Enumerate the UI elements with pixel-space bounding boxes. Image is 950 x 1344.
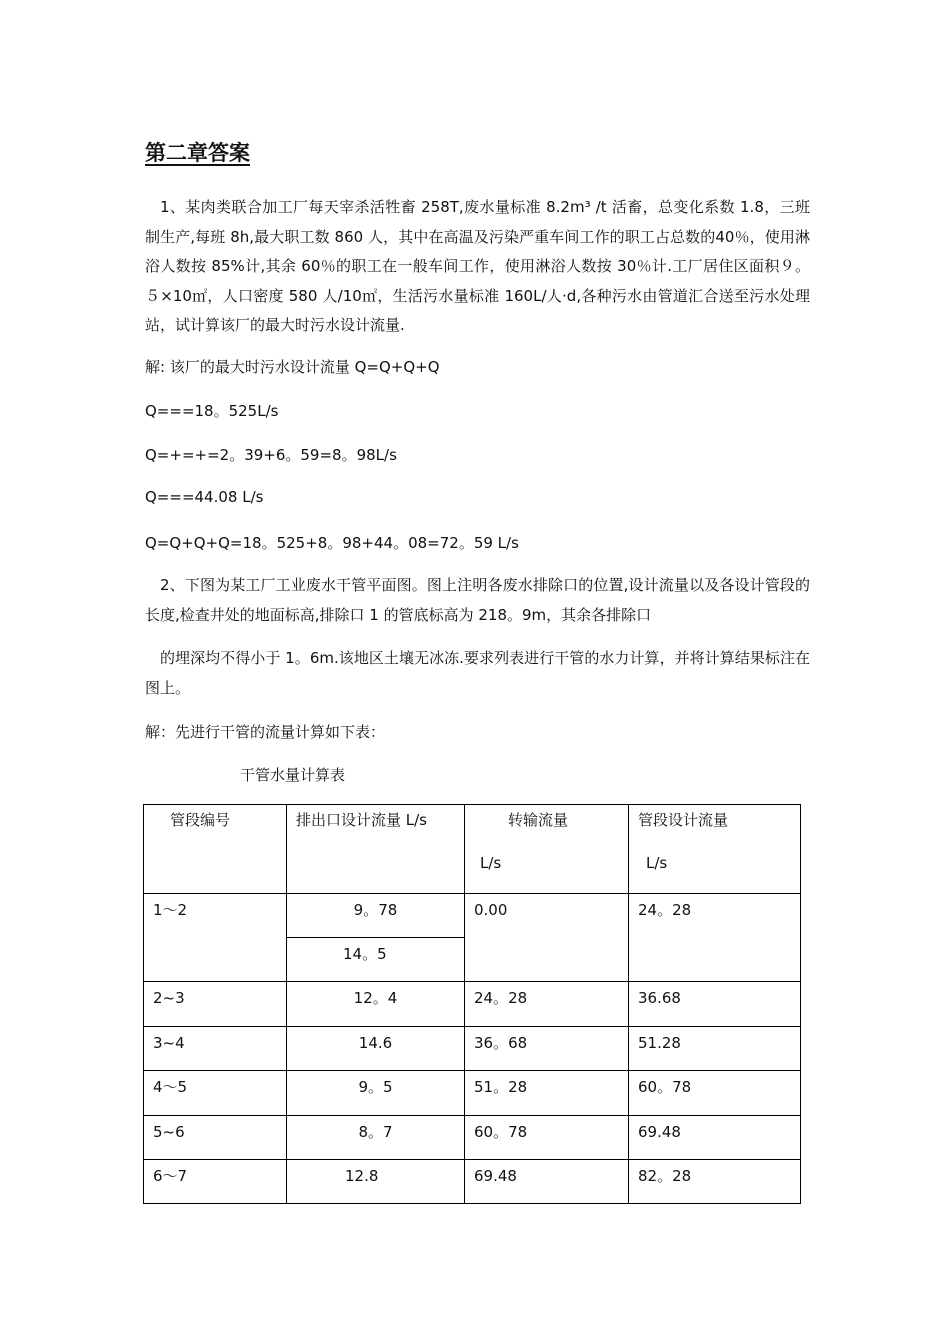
segment-cell: [144, 1160, 287, 1204]
design-value: 51.28: [638, 1034, 681, 1052]
question-2-text-part1: 2、下图为某工厂工业废水干管平面图。图上注明各废水排除口的位置,设计流量以及各设计管段的长度,检查井处的地面标高,排除口 1 的管底标高为 218。9m，其余各排除口: [145, 576, 810, 624]
header-transfer-label: 转输流量: [508, 811, 569, 829]
transfer-value: 0.00: [474, 901, 508, 919]
header-transfer-unit: L/s: [480, 854, 502, 872]
design-value: 69.48: [638, 1123, 681, 1141]
question-1-step-2: Q=+=+=2。39+6。59=8。98L/s: [145, 446, 397, 464]
outlet-cell: [287, 938, 465, 982]
segment-cell: [144, 982, 287, 1027]
design-cell: [629, 982, 801, 1027]
transfer-cell: [465, 894, 629, 982]
transfer-cell: [465, 1116, 629, 1160]
segment-value: 6～7: [153, 1167, 188, 1185]
segment-value: 1～2: [153, 901, 188, 919]
table-row: [144, 1160, 801, 1204]
transfer-cell: [465, 1071, 629, 1116]
design-value: 24。28: [638, 901, 692, 919]
outlet-cell: [287, 894, 465, 938]
table-row: [144, 1027, 801, 1071]
question-1-step-4: Q=Q+Q+Q=18。525+8。98+44。08=72。59 L/s: [145, 534, 519, 552]
question-1-answer-intro: 解: 该厂的最大时污水设计流量 Q=Q+Q+Q: [145, 358, 440, 376]
transfer-value: 24。28: [474, 989, 528, 1007]
segment-cell: [144, 1071, 287, 1116]
question-1-step-3: Q===44.08 L/s: [145, 488, 264, 506]
outlet-cell: [287, 1160, 465, 1204]
design-cell: [629, 894, 801, 982]
table-row: [144, 1116, 801, 1160]
segment-cell: [144, 1116, 287, 1160]
transfer-value: 36。68: [474, 1034, 528, 1052]
transfer-cell: [465, 982, 629, 1027]
flow-calculation-table: [143, 804, 801, 1204]
transfer-value: 60。78: [474, 1123, 528, 1141]
segment-value: 3~4: [153, 1034, 185, 1052]
header-cell-outlet-flow: [287, 805, 465, 894]
segment-value: 4～5: [153, 1078, 188, 1096]
outlet-value: 14.6: [358, 1034, 393, 1052]
design-cell: [629, 1027, 801, 1071]
design-cell: [629, 1160, 801, 1204]
table-row: [144, 1071, 801, 1116]
table-caption: 干管水量计算表: [240, 766, 346, 784]
outlet-cell: [287, 1116, 465, 1160]
header-outlet-label: 排出口设计流量 L/s: [296, 811, 427, 829]
design-value: 36.68: [638, 989, 681, 1007]
design-value: 60。78: [638, 1078, 692, 1096]
outlet-value-2: 14。5: [343, 945, 387, 963]
segment-cell: [144, 894, 287, 982]
outlet-value: 12.8: [345, 1167, 379, 1185]
design-cell: [629, 1071, 801, 1116]
outlet-value: 9。5: [358, 1078, 393, 1096]
transfer-cell: [465, 1027, 629, 1071]
transfer-value: 69.48: [474, 1167, 517, 1185]
outlet-value: 12。4: [353, 989, 398, 1007]
question-1-step-1: Q===18。525L/s: [145, 402, 279, 420]
outlet-cell: [287, 1071, 465, 1116]
outlet-cell: [287, 1027, 465, 1071]
outlet-cell: [287, 982, 465, 1027]
question-1-text: 1、某肉类联合加工厂每天宰杀活牲畜 258T,废水量标准 8.2m³ /t 活畜，总变化系数 1.8，三班制生产,每班 8h,最大职工数 860 人，其中在高温及污染严重车间工作的职工占总数的40％，使用淋浴人数按 85%计,其余 60％的职工在一般车间工作，使用淋浴人数按 30％计.工厂居住区面积９。５×10㎡，人口密度 580 人/10㎡，生活污水量标准 160L/人·d,各种污水由管道汇合送至污水处理站，试计算该厂的最大时污水设计流量.: [145, 198, 810, 334]
design-value: 82。28: [638, 1167, 692, 1185]
question-2-text-part2: 的埋深均不得小于 1。6m.该地区土壤无冰冻.要求列表进行干管的水力计算，并将计算结果标注在图上。: [145, 649, 810, 697]
segment-value: 5~6: [153, 1123, 185, 1141]
header-design-unit: L/s: [646, 854, 668, 872]
transfer-value: 51。28: [474, 1078, 528, 1096]
header-design-label: 管段设计流量: [638, 811, 729, 829]
outlet-value: 9。78: [353, 901, 398, 919]
question-2-answer-intro: 解：先进行干管的流量计算如下表：: [145, 723, 386, 741]
transfer-cell: [465, 1160, 629, 1204]
header-cell-design-flow: [629, 805, 801, 894]
segment-cell: [144, 1027, 287, 1071]
header-cell-segment: [144, 805, 287, 894]
table-row: [144, 894, 801, 938]
header-segment-label: 管段编号: [170, 811, 231, 829]
outlet-value: 8。7: [358, 1123, 393, 1141]
chapter-title: 第二章答案: [145, 141, 250, 165]
header-cell-transfer-flow: [465, 805, 629, 894]
table-row: [144, 982, 801, 1027]
design-cell: [629, 1116, 801, 1160]
segment-value: 2~3: [153, 989, 185, 1007]
table-header-row: [144, 805, 801, 894]
